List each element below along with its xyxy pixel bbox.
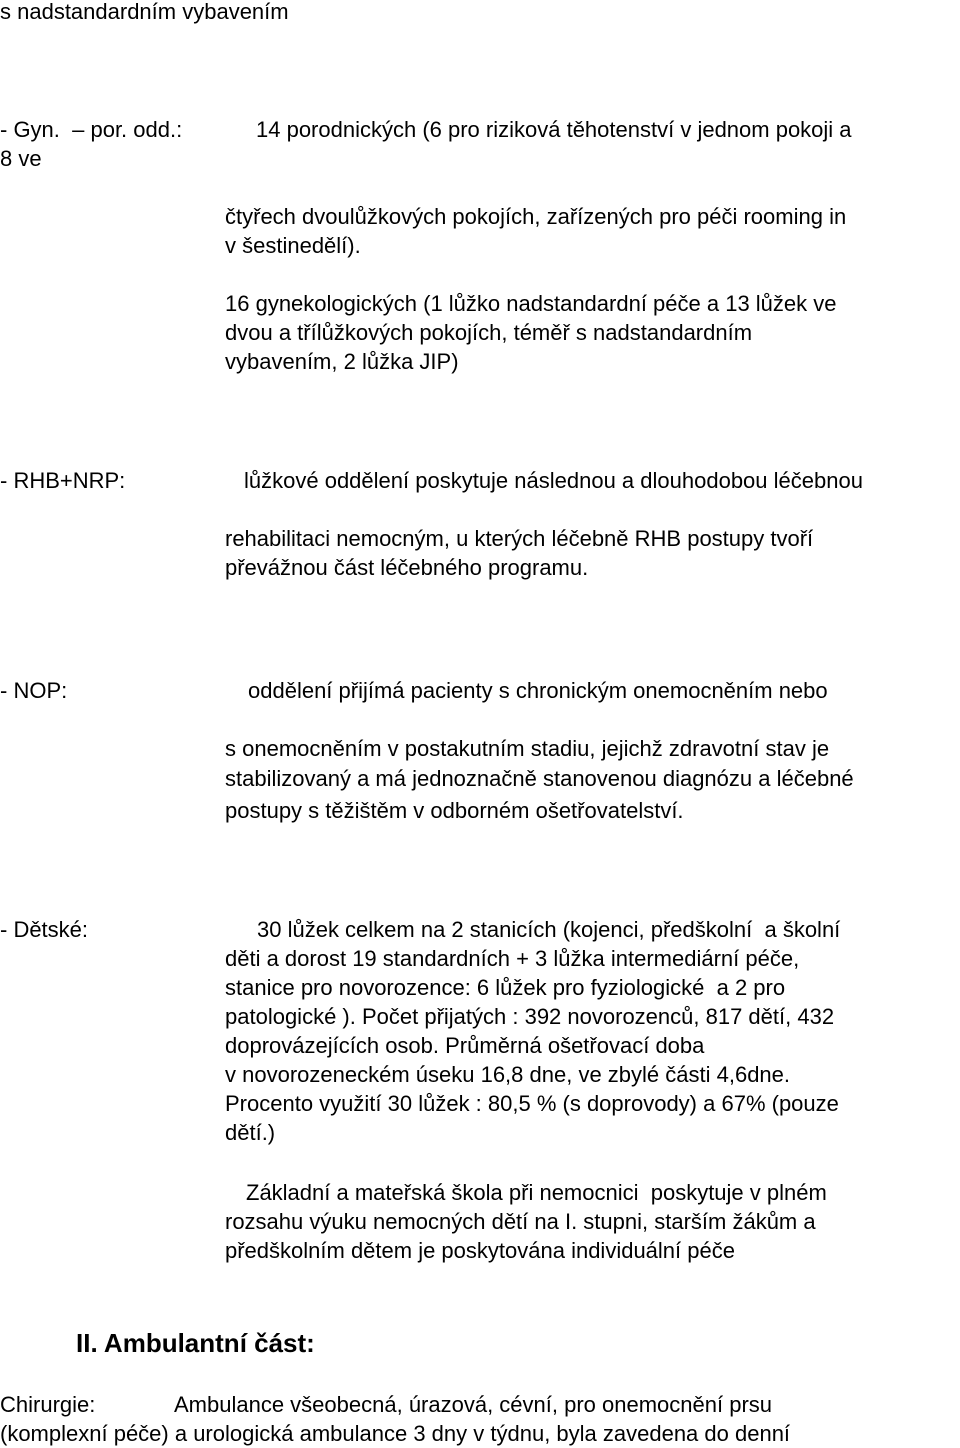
text-line: lůžkové oddělení poskytuje následnou a dlouhodobou léčebnou (244, 468, 863, 493)
text-line: (komplexní péče) a urologická ambulance 3 dny v týdnu, byla zavedena do denní (0, 1421, 791, 1446)
text-line: Základní a mateřská škola při nemocnici poskytuje v plném (246, 1180, 827, 1205)
text-line: s onemocněním v postakutním stadiu, jejichž zdravotní stav je (225, 736, 830, 761)
text-line: rozsahu výuku nemocných dětí na I. stupni, starším žákům a (225, 1209, 816, 1234)
text-line: Procento využití 30 lůžek : 80,5 % (s doprovody) a 67% (pouze (225, 1091, 839, 1116)
section-label-rhb: - RHB+NRP: (0, 468, 126, 493)
text-line: děti a dorost 19 standardních + 3 lůžka intermediární péče, (225, 946, 800, 971)
section-label-child: - Dětské: (0, 917, 89, 942)
text-line: 14 porodnických (6 pro riziková těhotenství v jednom pokoji a (256, 117, 852, 142)
text-line: doprovázejících osob. Průměrná ošetřovací doba (225, 1033, 705, 1058)
text-line: v šestinedělí). (225, 233, 361, 258)
text-line: předškolním dětem je poskytována individuální péče (225, 1238, 735, 1263)
text-line: převážnou část léčebného programu. (225, 555, 589, 580)
text-line: v novorozeneckém úseku 16,8 dne, ve zbylé části 4,6dne. (225, 1062, 791, 1087)
section-label-nop: - NOP: (0, 678, 68, 703)
text-line: patologické ). Počet přijatých : 392 novorozenců, 817 dětí, 432 (225, 1004, 835, 1029)
section-label-cont: 8 ve (0, 146, 42, 171)
text-line: vybavením, 2 lůžka JIP) (225, 349, 459, 374)
text-line: Ambulance všeobecná, úrazová, cévní, pro onemocnění prsu (174, 1392, 773, 1417)
text-line: stanice pro novorozence: 6 lůžek pro fyziologické a 2 pro (225, 975, 786, 1000)
text-line: 30 lůžek celkem na 2 stanicích (kojenci, předškolní a školní (257, 917, 841, 942)
text-line: čtyřech dvoulůžkových pokojích, zařízených pro péči rooming in (225, 204, 847, 229)
text-line: oddělení přijímá pacienty s chronickým onemocněním nebo (248, 678, 828, 703)
text-line: dvou a třílůžkových pokojích, téměř s nadstandardním (225, 320, 753, 345)
text-line: 16 gynekologických (1 lůžko nadstandardní péče a 13 lůžek ve (225, 291, 837, 316)
text-line: dětí.) (225, 1120, 276, 1145)
section-heading: II. Ambulantní část: (76, 1328, 315, 1358)
text-line: stabilizovaný a má jednoznačně stanovenou diagnózu a léčebné (225, 766, 854, 791)
section-label-surgery: Chirurgie: (0, 1392, 96, 1417)
text-line: s nadstandardním vybavením (0, 0, 289, 24)
text-line: rehabilitaci nemocným, u kterých léčebně RHB postupy tvoří (225, 526, 814, 551)
text-line: postupy s těžištěm v odborném ošetřovatelství. (225, 798, 684, 823)
section-label-gyn: - Gyn. – por. odd.: (0, 117, 183, 142)
